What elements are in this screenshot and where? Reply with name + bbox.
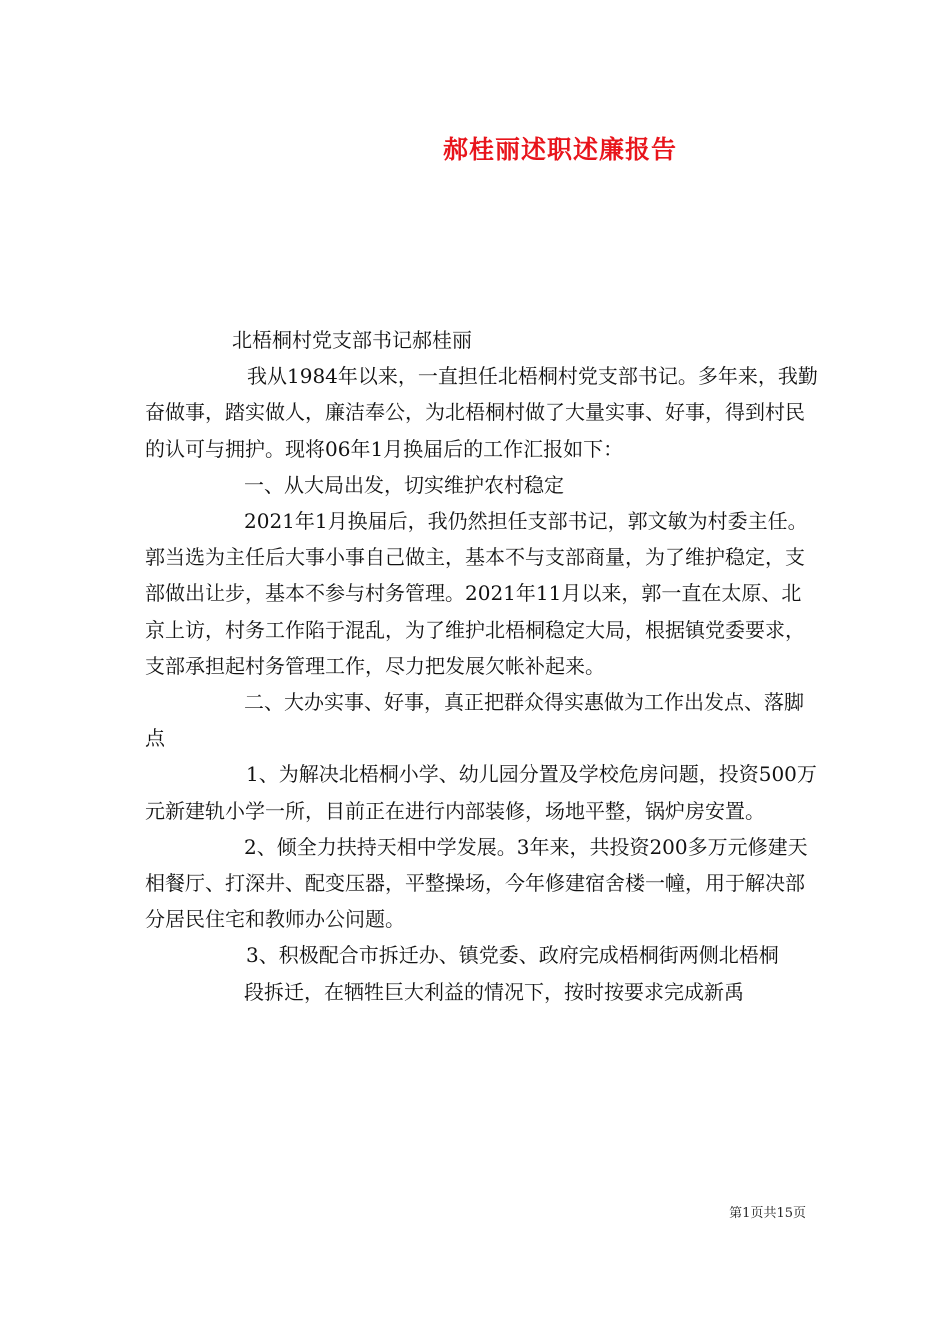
paragraph-item-1: 1、为解决北梧桐小学、幼儿园分置及学校危房问题，投资500万元新建轨小学一所，目前正在进行内部装修，场地平整，锅炉房安置。	[145, 762, 817, 823]
paragraph-item-3: 3、积极配合市拆迁办、镇党委、政府完成梧桐街两侧北梧桐	[246, 943, 779, 968]
author-byline: 北梧桐村党支部书记郝桂丽	[232, 328, 472, 352]
paragraph-stability: 2021年1月换届后，我仍然担任支部书记，郭文敏为村委主任。郭当选为主任后大事小事自己做主，基本不与支部商量，为了维护稳定，支部做出让步，基本不参与村务管理。2021年11月以来，郭一直在太原、北京上访，村务工作陷于混乱，为了维护北梧桐稳定大局，根据镇党委要求，支部承担起村务管理工作，尽力把发展欠帐补起来。	[145, 509, 808, 678]
paragraph-continuation: 段拆迁，在牺牲巨大利益的情况下，按时按要求完成新禹	[244, 979, 744, 1004]
page-number: 第1页共15页	[729, 1206, 806, 1221]
document-title: 郝桂丽述职述廉报告	[442, 135, 677, 164]
paragraph-item-2: 2、倾全力扶持天相中学发展。3年来，共投资200多万元修建天相餐厅、打深井、配变压器，平整操场，今年修建宿舍楼一幢，用于解决部分居民住宅和教师办公问题。	[145, 834, 808, 932]
paragraph-intro: 我从1984年以来，一直担任北梧桐村党支部书记。多年来，我勤奋做事，踏实做人，廉洁奉公，为北梧桐村做了大量实事、好事，得到村民的认可与拥护。现将06年1月换届后的工作汇报如下：	[145, 364, 818, 461]
document-body	[145, 322, 820, 1010]
section-heading-1: 一、从大局出发，切实维护农村稳定	[244, 472, 564, 497]
section-heading-2: 二、大办实事、好事，真正把群众得实惠做为工作出发点、落脚点	[145, 690, 804, 751]
